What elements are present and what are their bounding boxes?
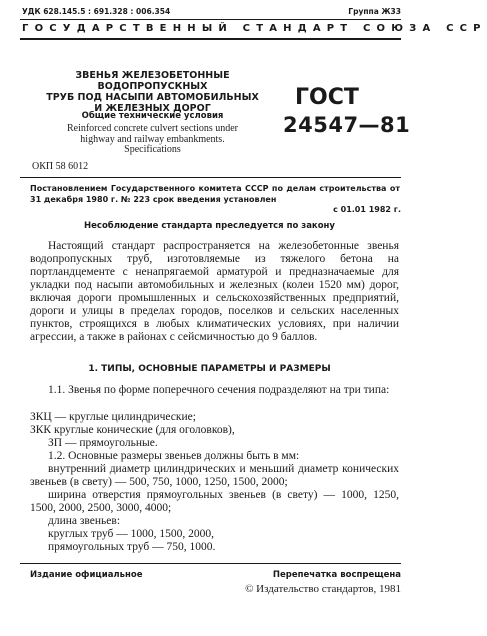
type-item: ЗКК круглые конические (для оголовков), (30, 424, 235, 436)
length-item: круглых труб — 1000, 1500, 2000, (48, 528, 214, 540)
udk-code: УДК 628.145.5 : 691.328 : 006.354 (22, 7, 171, 16)
document-subtitle: Общие технические условия (81, 111, 224, 121)
decree-text: Постановлением Государственного комитета СССР по делам строительства от 31 декабря 1980 г. № 223 срок введения установлен (30, 184, 400, 204)
gost-number: 24547—81 (283, 113, 411, 137)
type-item: ЗКЦ — круглые цилиндрические; (30, 411, 196, 423)
english-title (30, 124, 275, 156)
document-title (30, 70, 275, 114)
title-line: И ЖЕЛЕЗНЫХ ДОРОГ (94, 103, 211, 114)
paragraph-1-2: 1.2. Основные размеры звеньев должны быть в мм: (48, 450, 300, 462)
type-item: ЗП — прямоугольные. (48, 437, 158, 449)
copyright: © Издательство стандартов, 1981 (245, 583, 401, 595)
legal-notice: Несоблюдение стандарта преследуется по закону (84, 221, 335, 231)
intro-paragraph: Настоящий стандарт распространяется на железобетонные звенья водопропускных труб, изготовляемые из тяжелого бетона на портландцементе с ненапрягаемой арматурой и предназначаемые для укладки под насыпи автомобильных и железных (колеи 1520 мм) дорог, включая дороги промышленных и сельскохозяйственных предприятий, дороги и улицы в пределах городов, поселков и сельских населенных пунктов, строящихся в любых климатических условиях, при наличии агрессии, а также в районах с сейсмичностью до 9 баллов. (30, 240, 399, 343)
section-heading: 1. ТИПЫ, ОСНОВНЫЕ ПАРАМЕТРЫ И РАЗМЕРЫ (88, 364, 331, 374)
english-title-line: highway and railway embankments. (80, 133, 225, 145)
effective-date: с 01.01 1982 г. (333, 205, 401, 214)
group-code: Группа Ж33 (348, 7, 401, 16)
decree-rule (20, 177, 401, 178)
title-line: ЗВЕНЬЯ ЖЕЛЕЗОБЕТОННЫЕ ВОДОПРОПУСКНЫХ (75, 70, 230, 92)
header-rule (20, 38, 401, 40)
english-title-line: Specifications (124, 144, 181, 155)
inner-diameter-text: внутренний диаметр цилиндрических и меньший диаметр конических звеньев (в свету) — 500, 750, 1000, 1250, 1500, 2000; (30, 463, 399, 488)
okp-code: ОКП 58 6012 (32, 161, 89, 172)
footer-rule (20, 563, 401, 564)
paragraph-1-1: 1.1. Звенья по форме поперечного сечения подразделяют на три типа: (48, 384, 390, 396)
state-standard-heading: ГОСУДАРСТВЕННЫЙ СТАНДАРТ СОЮЗА ССР (22, 23, 487, 34)
title-line: ТРУБ ПОД НАСЫПИ АВТОМОБИЛЬНЫХ (46, 92, 259, 103)
length-label: длина звеньев: (48, 515, 121, 527)
width-text: ширина отверстия прямоугольных звеньев (в свету) — 1000, 1250, 1500, 2000, 2500, 3000, 4000; (30, 489, 399, 514)
english-title-line: Reinforced concrete culvert sections under (66, 123, 239, 134)
official-edition: Издание официальное (30, 570, 143, 580)
gost-label: ГОСТ (295, 85, 359, 110)
reprint-notice: Перепечатка воспрещена (272, 570, 401, 580)
top-rule (20, 19, 401, 20)
length-item: прямоугольных труб — 750, 1000. (48, 541, 216, 553)
